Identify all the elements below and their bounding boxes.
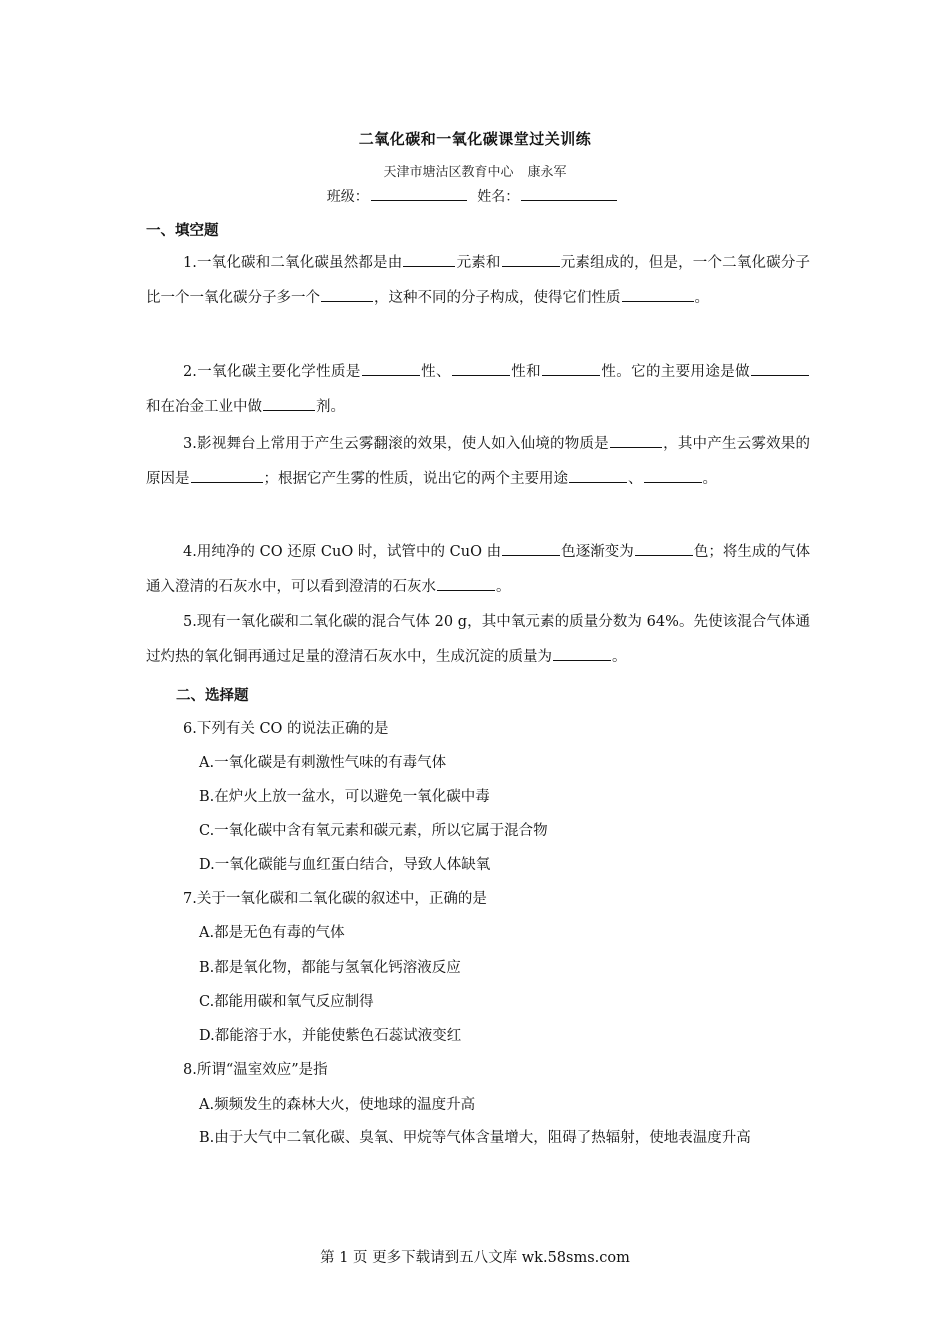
answer-blank	[569, 468, 627, 483]
question-1: 1.一氧化碳和二氧化碳虽然都是由 元素和 元素组成的，但是，一个二氧化碳分子比一个一氧化碳分子多一个 ，这种不同的分子构成，使得它们性质 。	[146, 246, 810, 316]
answer-blank	[644, 468, 702, 483]
answer-blank	[263, 396, 315, 411]
question-5: 5.现有一氧化碳和二氧化碳的混合气体 20 g，其中氧元素的质量分数为 64%。先使该混合气体通过灼热的氧化铜再通过足量的澄清石灰水中，生成沉淀的质量为 。	[146, 614, 810, 665]
class-name-line	[0, 186, 950, 206]
answer-blank	[751, 361, 809, 376]
question-6-option-a: A.一氧化碳是有刺激性气味的有毒气体	[199, 755, 447, 771]
question-6-option-c: C.一氧化碳中含有氧元素和碳元素，所以它属于混合物	[199, 823, 548, 839]
question-7-option-b: B.都是氧化物，都能与氢氧化钙溶液反应	[199, 960, 461, 976]
question-6-option-b: B.在炉火上放一盆水，可以避免一氧化碳中毒	[199, 789, 490, 805]
question-8-stem: 8.所谓“温室效应”是指	[183, 1062, 328, 1078]
answer-blank	[622, 287, 694, 302]
class-blank	[371, 187, 467, 201]
answer-blank	[610, 433, 662, 448]
class-label: 班级：	[326, 189, 369, 205]
name-blank	[521, 187, 617, 201]
answer-blank	[502, 252, 560, 267]
question-7-option-c: C.都能用碳和氧气反应制得	[199, 994, 374, 1010]
section-heading-multiple-choice: 二、选择题	[176, 687, 249, 704]
answer-blank	[437, 576, 495, 591]
question-8-option-a: A.频频发生的森林大火，使地球的温度升高	[199, 1097, 476, 1113]
author-org: 天津市塘沽区教育中心	[383, 165, 514, 180]
question-2: 2.一氧化碳主要化学性质是 性、 性和 性。它的主要用途是做和在冶金工业中做 剂。	[146, 355, 810, 425]
answer-blank	[403, 252, 455, 267]
author-name: 康永军	[527, 165, 567, 180]
answer-blank	[362, 361, 420, 376]
section-heading-fill-in: 一、填空题	[146, 222, 219, 239]
name-label: 姓名：	[477, 189, 520, 205]
author-line	[0, 161, 950, 180]
answer-blank	[191, 468, 263, 483]
question-4: 4.用纯净的 CO 还原 CuO 时，试管中的 CuO 由 色逐渐变为 色；将生成的气体通入澄清的石灰水中，可以看到澄清的石灰水 。	[146, 535, 810, 605]
question-7-option-d: D.都能溶于水，并能使紫色石蕊试液变红	[199, 1028, 462, 1044]
answer-blank	[502, 541, 560, 556]
question-6-stem: 6.下列有关 CO 的说法正确的是	[183, 721, 389, 737]
question-7-stem: 7.关于一氧化碳和二氧化碳的叙述中，正确的是	[183, 891, 487, 907]
answer-blank	[452, 361, 510, 376]
question-6-option-d: D.一氧化碳能与血红蛋白结合，导致人体缺氧	[199, 857, 491, 873]
question-8-option-b: B.由于大气中二氧化碳、臭氧、甲烷等气体含量增大，阻碍了热辐射，使地表温度升高	[199, 1130, 751, 1146]
answer-blank	[553, 646, 611, 661]
answer-blank	[542, 361, 600, 376]
answer-blank	[321, 287, 373, 302]
question-3: 3.影视舞台上常用于产生云雾翻滚的效果，使人如入仙境的物质是 ，其中产生云雾效果的原因是 ；根据它产生雾的性质，说出它的两个主要用途 、 。	[146, 427, 810, 497]
page-footer: 第 1 页 更多下载请到五八文库 wk.58sms.com	[320, 1250, 630, 1266]
document-title: 二氧化碳和一氧化碳课堂过关训练	[358, 130, 592, 148]
answer-blank	[635, 541, 693, 556]
question-7-option-a: A.都是无色有毒的气体	[199, 925, 345, 941]
